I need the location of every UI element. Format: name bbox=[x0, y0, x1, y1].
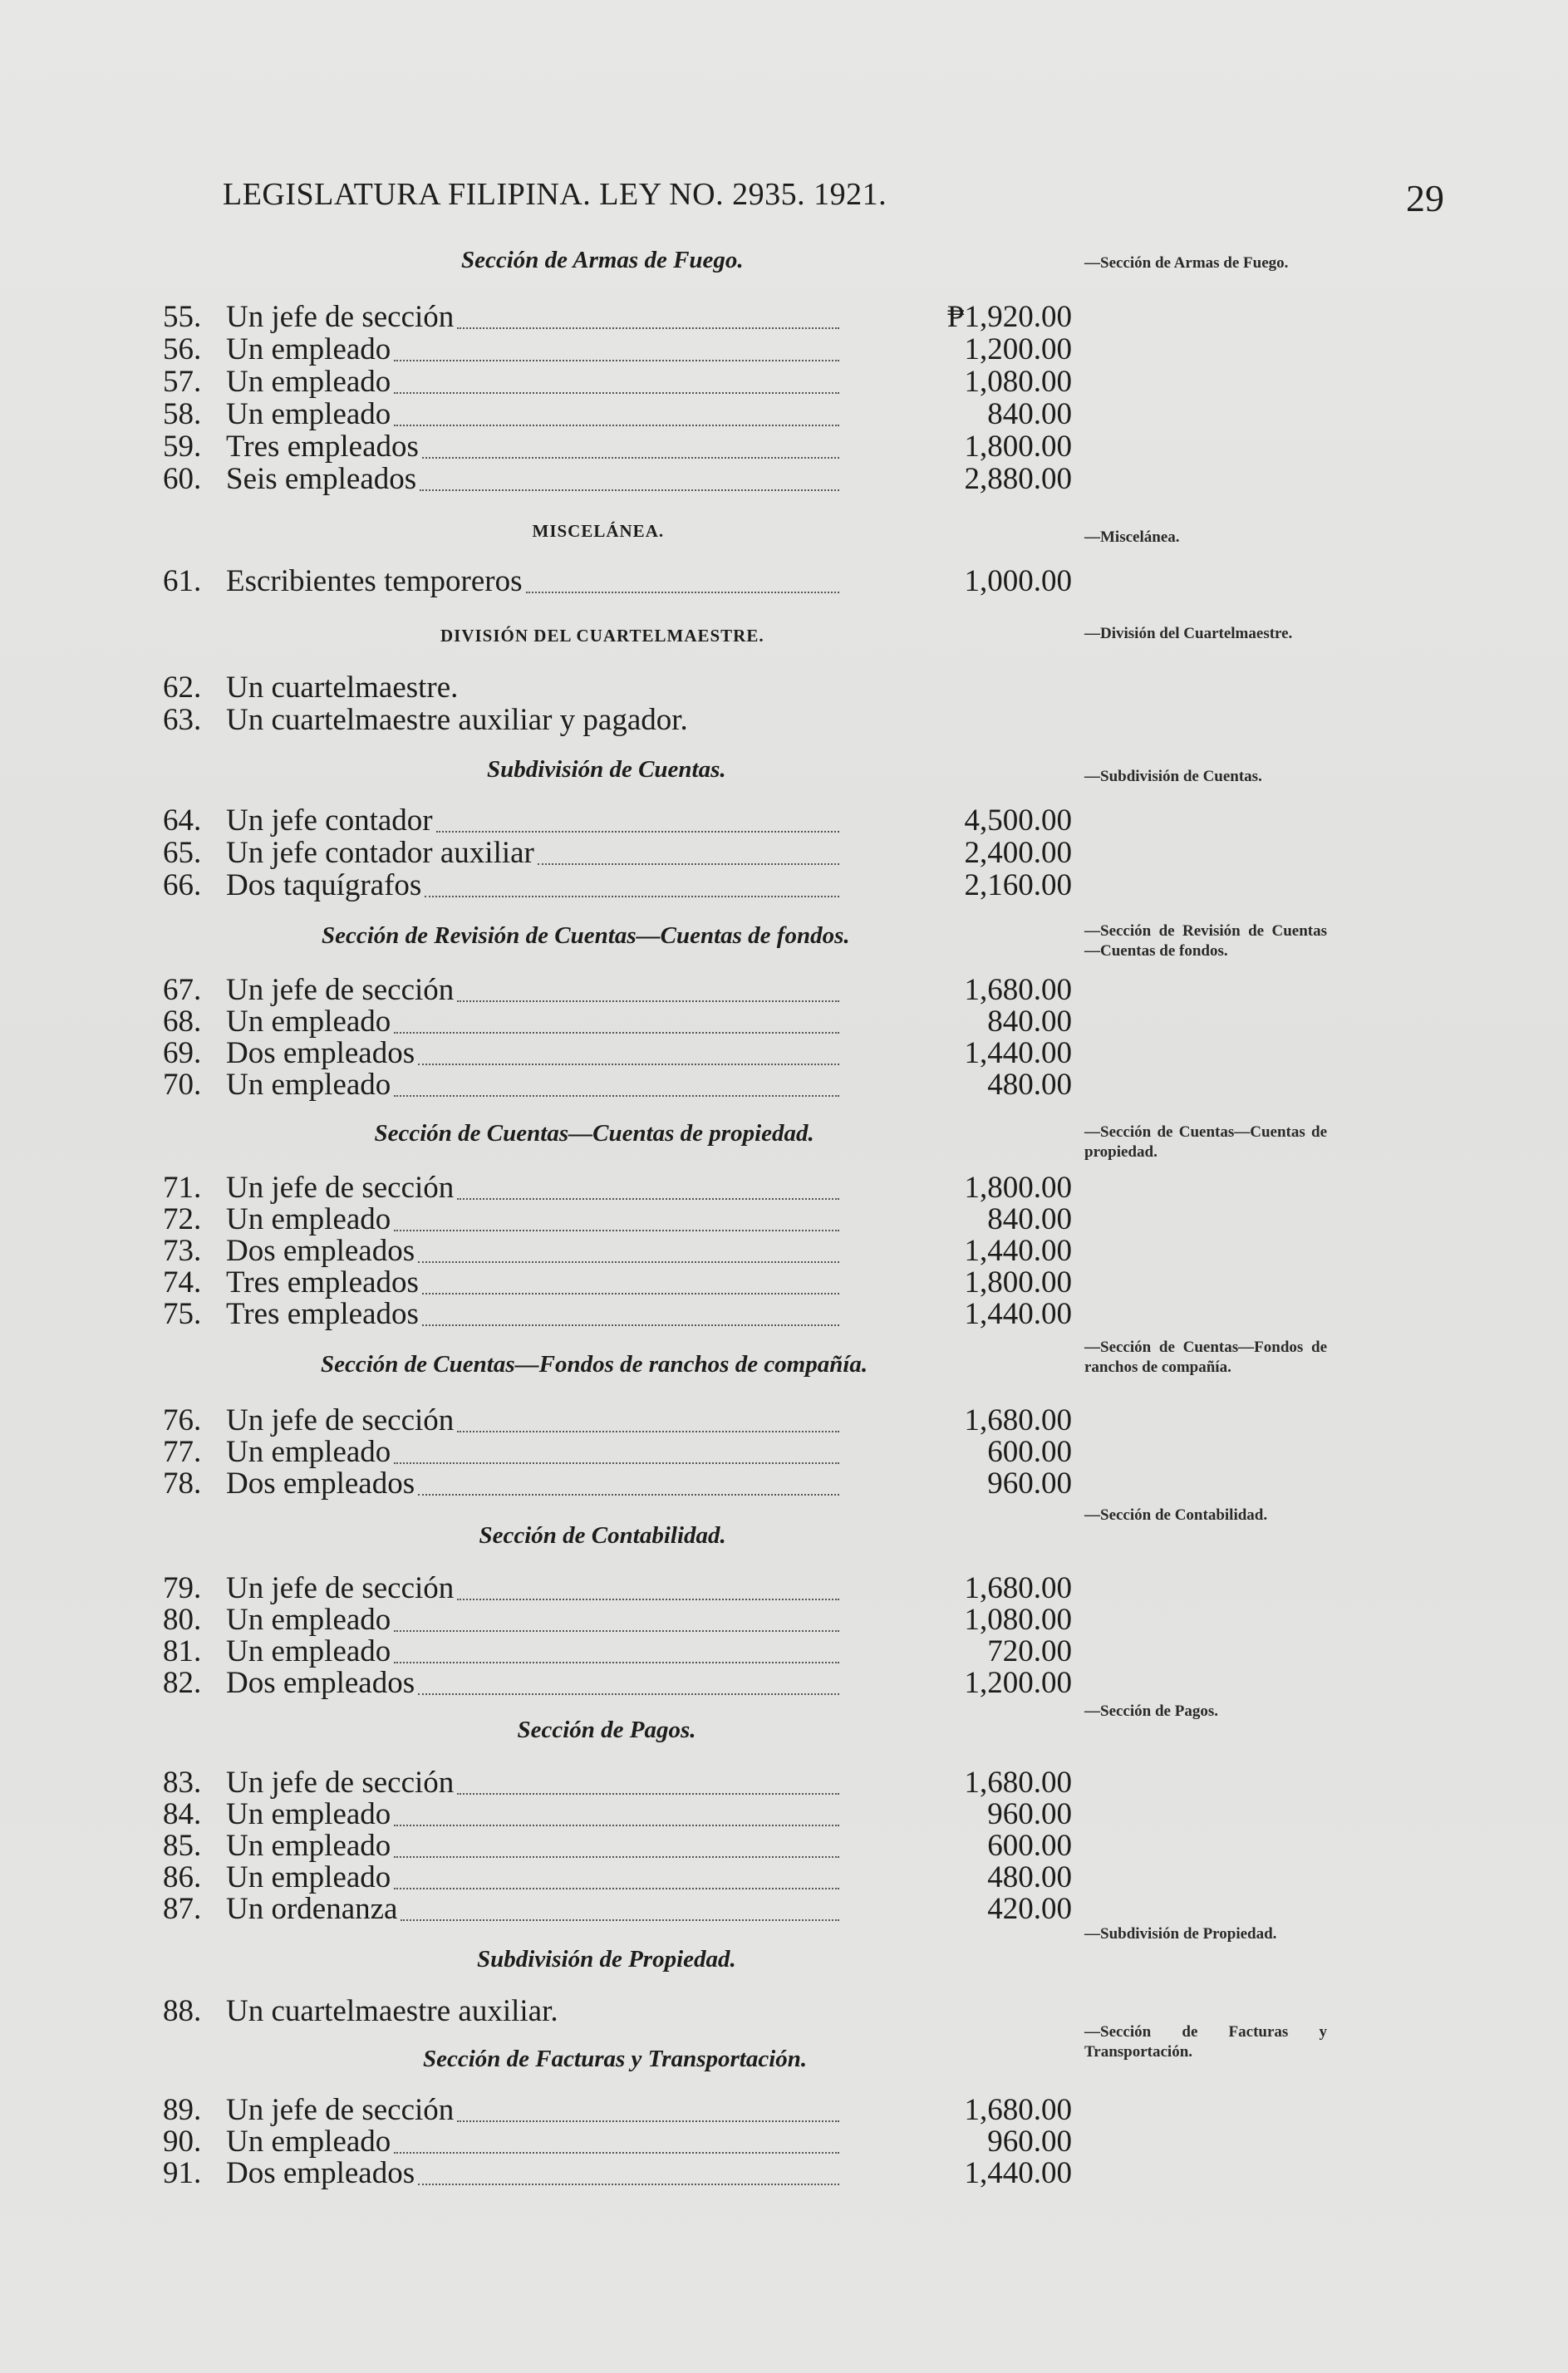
table-row bbox=[163, 1467, 415, 1501]
dot-leader bbox=[418, 1693, 839, 1695]
amount-value: 1,080.00 bbox=[964, 365, 1072, 399]
dot-leader bbox=[394, 1888, 839, 1889]
amount-value: 420.00 bbox=[987, 1892, 1072, 1926]
table-row bbox=[163, 2157, 415, 2190]
dot-leader bbox=[394, 1032, 839, 1034]
item-number: 79. bbox=[163, 1571, 202, 1605]
item-number: 78. bbox=[163, 1467, 202, 1501]
item-number: 75. bbox=[163, 1297, 202, 1331]
margin-note: —Sección de Cuentas—Fondos de ranchos de compañía. bbox=[1084, 1339, 1327, 1376]
table-row bbox=[163, 2125, 391, 2159]
item-description: Un empleado bbox=[226, 1202, 391, 1236]
table-row bbox=[163, 837, 534, 870]
item-number: 68. bbox=[163, 1005, 202, 1039]
dot-leader bbox=[394, 1095, 839, 1097]
item-number: 88. bbox=[163, 1994, 202, 2028]
table-row bbox=[163, 430, 419, 464]
section-title: Sección de Revisión de Cuentas—Cuentas de fondos. bbox=[322, 922, 850, 949]
margin-note: —Sección de Contabilidad. bbox=[1084, 1506, 1268, 1524]
item-number: 69. bbox=[163, 1036, 202, 1070]
table-row bbox=[163, 1005, 391, 1039]
amount-value: 960.00 bbox=[987, 2125, 1072, 2159]
item-description: Un cuartelmaestre. bbox=[226, 671, 459, 705]
section-title: Subdivisión de Propiedad. bbox=[477, 1946, 736, 1973]
amount-value: 1,800.00 bbox=[964, 1171, 1072, 1205]
item-number: 74. bbox=[163, 1265, 202, 1300]
dot-leader bbox=[526, 592, 839, 593]
item-number: 66. bbox=[163, 868, 202, 902]
table-row bbox=[163, 366, 391, 399]
table-row bbox=[163, 1766, 454, 1800]
dot-leader bbox=[394, 1462, 839, 1464]
table-row bbox=[163, 1667, 415, 1700]
amount-value: 1,800.00 bbox=[964, 1265, 1072, 1300]
item-number: 91. bbox=[163, 2156, 202, 2190]
item-number: 82. bbox=[163, 1666, 202, 1700]
margin-note: —Sección de Pagos. bbox=[1084, 1702, 1218, 1720]
item-description: Un empleado bbox=[226, 1005, 391, 1039]
item-number: 81. bbox=[163, 1634, 202, 1668]
item-number: 59. bbox=[163, 430, 202, 464]
dot-leader bbox=[418, 1064, 839, 1065]
dot-leader bbox=[457, 1000, 839, 1002]
item-description: Un empleado bbox=[226, 1860, 391, 1894]
item-description: Dos empleados bbox=[226, 1666, 415, 1700]
amount-value: 840.00 bbox=[987, 397, 1072, 431]
item-number: 70. bbox=[163, 1068, 202, 1102]
dot-leader bbox=[422, 457, 839, 459]
amount-value: 2,160.00 bbox=[964, 868, 1072, 902]
amount-value: 840.00 bbox=[987, 1005, 1072, 1039]
dot-leader bbox=[418, 1494, 839, 1496]
amount-value: 960.00 bbox=[987, 1467, 1072, 1501]
section-title: Sección de Facturas y Transportación. bbox=[423, 2046, 808, 2072]
item-number: 64. bbox=[163, 803, 202, 838]
table-row bbox=[163, 1995, 558, 2028]
item-description: Un empleado bbox=[226, 1829, 391, 1863]
dot-leader bbox=[457, 1431, 839, 1432]
table-row bbox=[163, 1069, 391, 1102]
table-row bbox=[163, 671, 458, 705]
table-row bbox=[163, 398, 391, 431]
item-description: Un empleado bbox=[226, 1068, 391, 1102]
item-number: 63. bbox=[163, 703, 202, 737]
amount-value: 1,680.00 bbox=[964, 1766, 1072, 1800]
margin-note: —Sección de Cuentas—Cuentas de propiedad. bbox=[1084, 1123, 1327, 1161]
dot-leader bbox=[457, 1599, 839, 1600]
item-description: Un empleado bbox=[226, 365, 391, 399]
item-description: Tres empleados bbox=[226, 1265, 419, 1300]
section-title: Sección de Armas de Fuego. bbox=[461, 247, 744, 273]
dot-leader bbox=[457, 327, 839, 329]
item-number: 80. bbox=[163, 1603, 202, 1637]
table-row bbox=[163, 463, 416, 496]
table-row bbox=[163, 1172, 454, 1205]
margin-note: —Miscelánea. bbox=[1084, 528, 1180, 546]
margin-note: —Subdivisión de Cuentas. bbox=[1084, 768, 1262, 785]
section-title: MISCELÁNEA. bbox=[532, 521, 665, 541]
item-number: 72. bbox=[163, 1202, 202, 1236]
amount-value: 1,080.00 bbox=[964, 1603, 1072, 1637]
item-number: 62. bbox=[163, 671, 202, 705]
item-description: Un jefe contador bbox=[226, 803, 433, 838]
item-description: Un jefe de sección bbox=[226, 1766, 455, 1800]
table-row bbox=[163, 1298, 419, 1331]
amount-value: 480.00 bbox=[987, 1860, 1072, 1894]
item-description: Seis empleados bbox=[226, 462, 417, 496]
amount-value: 2,400.00 bbox=[964, 836, 1072, 870]
item-number: 55. bbox=[163, 300, 202, 334]
table-row bbox=[163, 704, 688, 737]
dot-leader bbox=[418, 2184, 839, 2185]
margin-note: —División del Cuartelmaestre. bbox=[1084, 625, 1293, 642]
table-row bbox=[163, 301, 454, 334]
item-description: Dos empleados bbox=[226, 1036, 415, 1070]
amount-value: 840.00 bbox=[987, 1202, 1072, 1236]
table-row bbox=[163, 804, 433, 838]
table-row bbox=[163, 869, 421, 902]
dot-leader bbox=[394, 425, 839, 426]
table-row bbox=[163, 1830, 391, 1863]
amount-value: 1,680.00 bbox=[964, 2093, 1072, 2127]
table-row bbox=[163, 1604, 391, 1637]
amount-value: 1,680.00 bbox=[964, 1571, 1072, 1605]
amount-value: ₱1,920.00 bbox=[946, 300, 1072, 334]
table-row bbox=[163, 1266, 419, 1300]
item-description: Un jefe de sección bbox=[226, 1403, 455, 1437]
dot-leader bbox=[418, 1261, 839, 1263]
section-title: Sección de Pagos. bbox=[517, 1717, 696, 1743]
table-row bbox=[163, 1798, 391, 1831]
table-row bbox=[163, 1893, 397, 1926]
dot-leader bbox=[422, 1324, 839, 1326]
dot-leader bbox=[394, 1662, 839, 1663]
margin-note: —Subdivisión de Propiedad. bbox=[1084, 1925, 1277, 1943]
item-description: Dos empleados bbox=[226, 1234, 415, 1268]
dot-leader bbox=[394, 360, 839, 361]
item-description: Dos empleados bbox=[226, 1467, 415, 1501]
item-description: Un empleado bbox=[226, 1797, 391, 1831]
dot-leader bbox=[457, 2120, 839, 2122]
item-description: Un jefe de sección bbox=[226, 300, 455, 334]
item-description: Escribientes temporeros bbox=[226, 564, 523, 598]
item-number: 67. bbox=[163, 973, 202, 1007]
item-number: 83. bbox=[163, 1766, 202, 1800]
table-row bbox=[163, 1635, 391, 1668]
dot-leader bbox=[394, 392, 839, 394]
page-number: 29 bbox=[1406, 177, 1444, 219]
item-description: Dos taquígrafos bbox=[226, 868, 422, 902]
table-row bbox=[163, 2094, 454, 2127]
item-number: 61. bbox=[163, 564, 202, 598]
amount-value: 1,000.00 bbox=[964, 564, 1072, 598]
item-description: Un ordenanza bbox=[226, 1892, 398, 1926]
item-number: 60. bbox=[163, 462, 202, 496]
dot-leader bbox=[401, 1919, 839, 1921]
dot-leader bbox=[394, 1856, 839, 1858]
amount-value: 1,440.00 bbox=[964, 1297, 1072, 1331]
item-number: 57. bbox=[163, 365, 202, 399]
item-number: 77. bbox=[163, 1435, 202, 1469]
item-description: Dos empleados bbox=[226, 2156, 415, 2190]
amount-value: 1,440.00 bbox=[964, 1234, 1072, 1268]
amount-value: 1,200.00 bbox=[964, 332, 1072, 366]
amount-value: 600.00 bbox=[987, 1435, 1072, 1469]
dot-leader bbox=[394, 1230, 839, 1231]
item-description: Un jefe de sección bbox=[226, 1571, 455, 1605]
amount-value: 600.00 bbox=[987, 1829, 1072, 1863]
item-description: Un empleado bbox=[226, 1603, 391, 1637]
margin-note: —Sección de Armas de Fuego. bbox=[1084, 254, 1289, 272]
item-number: 84. bbox=[163, 1797, 202, 1831]
amount-value: 720.00 bbox=[987, 1634, 1072, 1668]
dot-leader bbox=[425, 896, 839, 897]
section-title: Subdivisión de Cuentas. bbox=[487, 756, 726, 783]
table-row bbox=[163, 1235, 415, 1268]
item-description: Un cuartelmaestre auxiliar y pagador. bbox=[226, 703, 688, 737]
amount-value: 2,880.00 bbox=[964, 462, 1072, 496]
table-row bbox=[163, 974, 454, 1007]
dot-leader bbox=[436, 831, 839, 833]
dot-leader bbox=[457, 1793, 839, 1795]
dot-leader bbox=[394, 2152, 839, 2154]
item-description: Un jefe contador auxiliar bbox=[226, 836, 534, 870]
section-title: Sección de Contabilidad. bbox=[479, 1522, 726, 1549]
item-description: Un jefe de sección bbox=[226, 973, 455, 1007]
section-title: Sección de Cuentas—Fondos de ranchos de compañía. bbox=[321, 1351, 868, 1378]
item-description: Un empleado bbox=[226, 397, 391, 431]
item-number: 65. bbox=[163, 836, 202, 870]
table-row bbox=[163, 1404, 454, 1437]
amount-value: 1,200.00 bbox=[964, 1666, 1072, 1700]
item-number: 73. bbox=[163, 1234, 202, 1268]
item-description: Un cuartelmaestre auxiliar. bbox=[226, 1994, 558, 2028]
item-description: Tres empleados bbox=[226, 1297, 419, 1331]
running-head: LEGISLATURA FILIPINA. LEY NO. 2935. 1921. bbox=[223, 177, 887, 212]
item-description: Un jefe de sección bbox=[226, 1171, 455, 1205]
item-number: 76. bbox=[163, 1403, 202, 1437]
amount-value: 1,800.00 bbox=[964, 430, 1072, 464]
item-number: 86. bbox=[163, 1860, 202, 1894]
amount-value: 960.00 bbox=[987, 1797, 1072, 1831]
table-row bbox=[163, 1861, 391, 1894]
amount-value: 1,440.00 bbox=[964, 1036, 1072, 1070]
margin-note: —Sección de Facturas y Transportación. bbox=[1084, 2023, 1327, 2061]
table-row bbox=[163, 1572, 454, 1605]
dot-leader bbox=[457, 1198, 839, 1200]
amount-value: 1,680.00 bbox=[964, 1403, 1072, 1437]
item-description: Tres empleados bbox=[226, 430, 419, 464]
item-number: 90. bbox=[163, 2125, 202, 2159]
dot-leader bbox=[394, 1825, 839, 1826]
section-title: DIVISIÓN DEL CUARTELMAESTRE. bbox=[440, 626, 764, 646]
amount-value: 1,680.00 bbox=[964, 973, 1072, 1007]
dot-leader bbox=[538, 863, 839, 865]
item-description: Un empleado bbox=[226, 1634, 391, 1668]
table-row bbox=[163, 1436, 391, 1469]
table-row bbox=[163, 1203, 391, 1236]
dot-leader bbox=[394, 1630, 839, 1632]
table-row bbox=[163, 333, 391, 366]
item-number: 58. bbox=[163, 397, 202, 431]
item-description: Un empleado bbox=[226, 1435, 391, 1469]
item-description: Un jefe de sección bbox=[226, 2093, 455, 2127]
dot-leader bbox=[422, 1293, 839, 1295]
item-number: 87. bbox=[163, 1892, 202, 1926]
item-number: 56. bbox=[163, 332, 202, 366]
item-number: 85. bbox=[163, 1829, 202, 1863]
amount-value: 1,440.00 bbox=[964, 2156, 1072, 2190]
margin-note: —Sección de Revisión de Cuentas—Cuentas de fondos. bbox=[1084, 922, 1327, 960]
dot-leader bbox=[420, 489, 839, 491]
item-number: 71. bbox=[163, 1171, 202, 1205]
item-number: 89. bbox=[163, 2093, 202, 2127]
table-row bbox=[163, 565, 523, 598]
table-row bbox=[163, 1037, 415, 1070]
section-title: Sección de Cuentas—Cuentas de propiedad. bbox=[374, 1120, 814, 1147]
amount-value: 480.00 bbox=[987, 1068, 1072, 1102]
item-description: Un empleado bbox=[226, 2125, 391, 2159]
amount-value: 4,500.00 bbox=[964, 803, 1072, 838]
item-description: Un empleado bbox=[226, 332, 391, 366]
